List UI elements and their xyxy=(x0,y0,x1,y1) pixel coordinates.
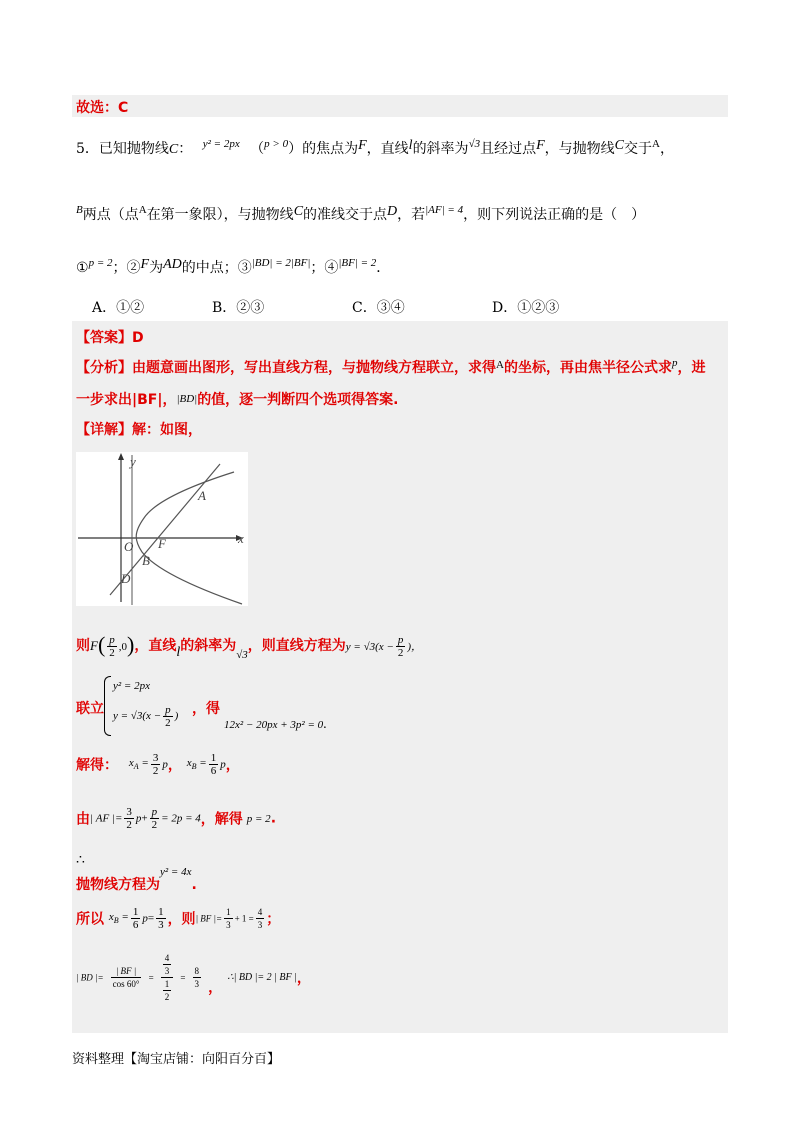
complex-fraction xyxy=(161,952,174,1003)
solution-line-3 xyxy=(76,752,240,777)
question-line-2 xyxy=(76,204,645,224)
frac-den: 3 xyxy=(164,966,170,976)
math-plus: + xyxy=(141,812,148,825)
frac-den: 2 xyxy=(126,819,132,831)
frac-den: 3 xyxy=(226,920,231,930)
math-F: F xyxy=(90,638,98,653)
frac-num: 3 xyxy=(152,752,159,764)
math-F: F xyxy=(140,257,150,272)
text: ， xyxy=(296,970,311,987)
frac-3-over-2 xyxy=(124,806,134,831)
question-line-1 xyxy=(76,138,674,158)
text: 且经过点 xyxy=(480,141,537,157)
math-AF-eq-4: |AF| = 4 xyxy=(425,204,464,216)
text: ， xyxy=(208,980,223,996)
label-F: F xyxy=(158,536,166,551)
y-axis-arrow xyxy=(118,453,124,460)
text: 的值，逐一判断四个选项得答案. xyxy=(197,392,399,408)
label-B: B xyxy=(142,553,150,568)
solution-line-2-label: 联立 xyxy=(76,701,104,717)
text: x xyxy=(108,911,114,924)
analysis-line-1 xyxy=(76,357,705,377)
frac-den: 2 xyxy=(165,717,171,729)
math-F: F xyxy=(536,138,545,153)
footer-source: 资料整理【淘宝店铺：向阳百分百】 xyxy=(72,1052,281,1067)
complex-frac-den xyxy=(161,978,174,1003)
math-xA xyxy=(128,757,149,772)
math-F: F xyxy=(358,138,367,153)
text: 则 xyxy=(76,638,90,654)
text: 由 xyxy=(76,811,90,828)
therefore-symbol: ∴ xyxy=(76,852,85,868)
parabola-figure-svg xyxy=(76,452,248,606)
solution-line-2-get: ，得 xyxy=(192,701,220,717)
paren: ) xyxy=(127,632,135,657)
frac-den: cos 60° xyxy=(112,979,140,989)
text: 12x² − 20px + 3p² = 0 xyxy=(224,719,324,731)
math-eq: = xyxy=(180,972,186,983)
text: ，解得 xyxy=(200,811,243,828)
text: ) xyxy=(174,710,179,723)
text: 的准线交于点 xyxy=(303,207,388,223)
system-eq-2 xyxy=(113,704,178,729)
previous-answer: 故选：C xyxy=(76,100,129,116)
frac-num: 1 xyxy=(158,906,164,918)
math-D: D xyxy=(387,204,398,219)
system-eq-1: y² = 2px xyxy=(113,680,150,692)
text: ． xyxy=(376,260,391,276)
complex-frac-num xyxy=(161,952,174,978)
text: ① xyxy=(76,260,89,276)
analysis-line-2 xyxy=(76,389,399,409)
text: ，则 xyxy=(167,911,196,928)
text: ；④ xyxy=(310,260,339,276)
question-line-3 xyxy=(76,257,390,277)
text: ， xyxy=(659,141,674,157)
text: ，则下列说法正确的是（ ） xyxy=(463,207,646,223)
text: ： xyxy=(178,141,193,157)
math-C: C xyxy=(293,204,304,219)
math-eq: = xyxy=(148,972,154,983)
frac-den: 2 xyxy=(397,646,404,659)
frac-8-over-3 xyxy=(193,965,202,990)
math-line-eq: y = √3(x − xyxy=(345,641,394,653)
frac-den: 6 xyxy=(132,919,139,931)
math-condition: p > 0 xyxy=(264,138,289,150)
text: 一步求出|BF|， xyxy=(76,392,177,408)
frac-4-over-3 xyxy=(256,906,265,931)
parabola-figure xyxy=(76,452,248,606)
frac-1-over-3 xyxy=(224,906,233,931)
solution-line-6 xyxy=(76,906,280,931)
text: 的坐标，再由焦半径公式求 xyxy=(503,360,672,376)
math-p-eq-2: p = 2 xyxy=(88,257,113,269)
text: （ xyxy=(250,141,265,157)
option-c: C．③④ xyxy=(352,300,405,316)
frac-den: 3 xyxy=(257,920,263,930)
text: . xyxy=(191,877,197,893)
math-AF: | AF |= xyxy=(90,812,123,825)
text: = xyxy=(121,911,129,924)
option-a: A．①② xyxy=(92,300,145,316)
solution-line-5 xyxy=(76,866,197,894)
frac-num: 4 xyxy=(257,907,263,917)
math-eq: = 2p = 4 xyxy=(161,812,201,825)
frac-num: 1 xyxy=(226,907,231,917)
math-parabola-4x: y² = 4x xyxy=(160,866,192,878)
text: 的斜率为 xyxy=(412,141,469,157)
math-sqrt3: √3 xyxy=(236,649,248,661)
text: x xyxy=(186,757,192,770)
text: . xyxy=(270,810,277,827)
subscript: B xyxy=(191,762,197,772)
option-d: D．①②③ xyxy=(492,300,560,316)
math-xB xyxy=(186,757,207,772)
math-A: A xyxy=(652,138,660,150)
math-p: p xyxy=(671,357,678,369)
frac-num: p xyxy=(165,704,171,716)
math-xB xyxy=(108,911,129,926)
math-BD-eq-2BF: |BD| = 2|BF| xyxy=(251,257,311,269)
math-eq: = xyxy=(147,912,155,925)
frac-num: p xyxy=(151,806,158,818)
text: ， xyxy=(167,757,182,774)
frac-1-over-3 xyxy=(156,906,166,931)
math-B: B xyxy=(76,204,83,216)
text: 所以 xyxy=(76,911,104,928)
frac-1-over-6 xyxy=(209,752,219,777)
text: ）的焦点为 xyxy=(288,141,359,157)
text: ；② xyxy=(112,260,141,276)
text: = xyxy=(199,757,207,770)
text: 【分析】由题意画出图形，写出直线方程，与抛物线方程联立，求得 xyxy=(76,360,496,376)
frac-den: 3 xyxy=(194,979,200,989)
math-parabola-eq: y² = 2px xyxy=(202,138,240,150)
frac-num: 8 xyxy=(194,966,200,976)
frac-den: 6 xyxy=(210,765,217,777)
subscript: A xyxy=(133,762,139,772)
question-stem: 5．已知抛物线 xyxy=(76,141,169,157)
text: 两点（点 xyxy=(82,207,139,223)
math-BF-eq-2: |BF| = 2 xyxy=(338,257,377,269)
text: 在第一象限），与抛物线 xyxy=(146,207,294,223)
frac-3-over-2 xyxy=(151,752,161,777)
math-AD: AD xyxy=(163,257,182,272)
subscript: B xyxy=(113,916,119,926)
solution-line-7 xyxy=(76,952,311,1003)
math-C: C xyxy=(168,142,179,157)
math-BD-eq-2BF: ∴| BD |= 2 | BF | xyxy=(227,972,297,983)
text: . xyxy=(323,717,327,732)
frac-den: 2 xyxy=(109,646,115,659)
text: 的斜率为 xyxy=(180,638,237,654)
frac-den: 2 xyxy=(151,819,158,831)
math-l: l xyxy=(176,645,181,660)
frac-den: 2 xyxy=(152,765,159,777)
text: = xyxy=(141,757,149,770)
frac-p-over-2 xyxy=(150,806,160,831)
math-BD: |BD| xyxy=(176,393,198,405)
label-x: x xyxy=(238,531,244,546)
label-A: A xyxy=(198,488,206,503)
text: 解得： xyxy=(76,757,118,774)
text: y = √3(x − xyxy=(113,710,162,723)
detail-line: 【详解】解：如图， xyxy=(76,422,202,438)
frac-num: p xyxy=(109,633,115,646)
math-zero: ,0 xyxy=(118,641,128,653)
frac-p-over-2 xyxy=(107,634,117,659)
option-b: B．②③ xyxy=(212,300,265,316)
math-BD: | BD |= xyxy=(76,972,104,983)
paren: ( xyxy=(97,632,106,657)
text: 交于 xyxy=(624,141,653,157)
math-p-eq-2: p = 2 xyxy=(246,812,271,825)
math-A: A xyxy=(138,204,147,216)
math-l: l xyxy=(408,138,413,153)
text: ，若 xyxy=(397,207,426,223)
solution-line-4 xyxy=(76,806,276,831)
math-p: p xyxy=(142,912,148,925)
frac-num: 1 xyxy=(164,979,170,989)
label-y: y xyxy=(130,454,136,469)
text: ，进 xyxy=(677,360,706,376)
text: ，则直线方程为 xyxy=(247,638,346,654)
math-C: C xyxy=(614,138,625,153)
label-D: D xyxy=(121,571,131,586)
frac-num: 1 xyxy=(210,752,217,764)
text: 的中点；③ xyxy=(181,260,252,276)
text: ，与抛物线 xyxy=(544,141,615,157)
math-paren: )， xyxy=(407,641,423,653)
text: x xyxy=(128,757,134,770)
previous-answer-band xyxy=(72,95,728,117)
text: 为 xyxy=(149,260,164,276)
label-O: O xyxy=(124,539,134,554)
math-p: p xyxy=(220,758,226,771)
frac-num: | BF | xyxy=(111,965,142,978)
math-sqrt3: √3 xyxy=(468,138,481,150)
math-plus-one: + 1 = xyxy=(234,913,254,924)
frac-num: 4 xyxy=(164,953,170,963)
system-brace xyxy=(104,676,111,736)
text: ， xyxy=(225,757,240,774)
frac-den: 3 xyxy=(158,919,164,931)
math-p: p xyxy=(162,758,168,771)
math-BF: | BF |= xyxy=(195,913,223,924)
frac-p-over-2 xyxy=(163,704,173,729)
math-p: p xyxy=(135,812,142,825)
text: ，直线 xyxy=(366,141,409,157)
math-A: A xyxy=(496,359,504,371)
frac-1-over-6 xyxy=(131,906,141,931)
frac-num: 1 xyxy=(132,906,139,918)
text: ，直线 xyxy=(134,638,177,654)
frac-p-over-2 xyxy=(396,634,406,659)
quadratic-eq xyxy=(224,717,327,733)
solution-line-1 xyxy=(76,632,422,661)
answer-line: 【答案】D xyxy=(76,330,144,346)
frac-BF-over-cos60 xyxy=(111,965,142,990)
frac-4-over-3 xyxy=(163,952,172,977)
frac-den: 2 xyxy=(164,992,170,1002)
frac-num: 3 xyxy=(126,806,132,818)
text: ； xyxy=(266,911,281,928)
text: 抛物线方程为 xyxy=(76,877,160,893)
frac-1-over-2 xyxy=(163,978,172,1003)
frac-num: p xyxy=(397,633,404,646)
